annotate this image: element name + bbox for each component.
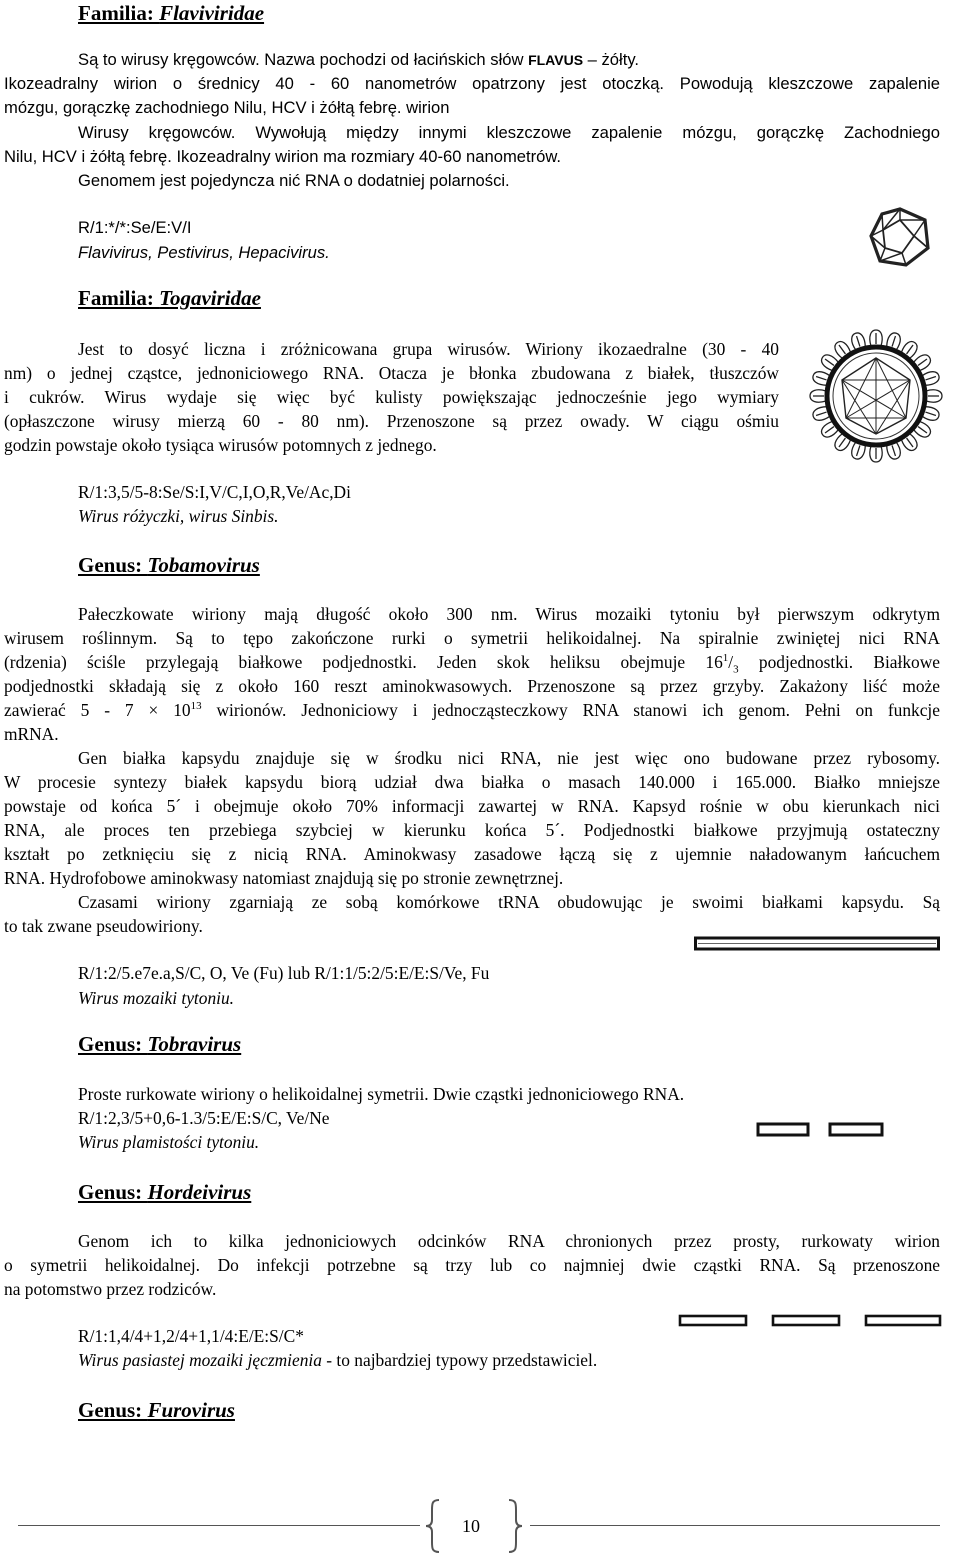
togaviridae-paragraph-line: i cukrów. Wirus wydaje się więc być kulisty powiększając jednocześnie jego wymiary — [4, 387, 779, 407]
tobamovirus-paragraph-line: RNA, ale proces ten przebiega szybciej w kierunku końca 5´. Podjednostki białkowe przyjmują ostateczny — [4, 820, 940, 840]
togaviridae-paragraph-line: Jest to dosyć liczna i zróżnicowana grupa wirusów. Wiriony ikozaedralne (30 - 40 — [78, 339, 779, 359]
togaviridae-paragraph-line: (opłaszczone wirusy mierzą 60 - 80 nm). Przenoszone są przez owady. W ciągu ośmiu — [4, 411, 779, 431]
tobamovirus-code: R/1:2/5.e7e.a,S/C, O, Ve (Fu) lub R/1:1/5:2/5:E/E:S/Ve, Fu — [78, 963, 490, 983]
hordeivirus-paragraph-line: Genom ich to kilka jednoniciowych odcinków RNA chronionych przez prosty, rurkowaty wirion — [78, 1231, 940, 1251]
three-rod-virions-figure — [678, 1312, 944, 1330]
tobamovirus-paragraph-line: powstaje od końca 5´ i obejmuje około 70% informacji zawartej w RNA. Kapsyd rośnie w obu kierunkach nici — [4, 796, 940, 816]
hordeivirus-examples: Wirus pasiastej mozaiki jęczmienia - to najbardziej typowy przedstawiciel. — [78, 1350, 598, 1370]
tobamovirus-paragraph-line: podjednostki składają się z około 160 reszt aminokwasowych. Przenoszone są przez grzyby. Zakażony liść może — [4, 676, 940, 696]
tobravirus-code: R/1:2,3/5+0,6-1.3/5:E/E:S/C, Ve/Ne — [78, 1108, 330, 1128]
flaviviridae-paragraph-line: Są to wirusy kręgowców. Nazwa pochodzi od łacińskich słów FLAVUS – żółty. — [78, 50, 639, 69]
tobamovirus-paragraph-line: W procesie syntezy białek kapsydu biorą udział dwa białka o masach 140.000 i 165.000. Białko mniejsze — [4, 772, 940, 792]
enveloped-virion-figure — [808, 328, 944, 464]
tobamovirus-paragraph-line: mRNA. — [4, 724, 59, 744]
icosahedral-virion-figure — [868, 206, 932, 268]
tobamovirus-paragraph-line: kształt po zetknięciu się z nicią RNA. Aminokwasy zasadowe łączą się z ujemnie naładowanym łańcuchem — [4, 844, 940, 864]
footer-left-brace — [424, 1498, 442, 1554]
rod-virion-figure — [694, 936, 940, 952]
togaviridae-code: R/1:3,5/5-8:Se/S:I,V/C,I,O,R,Ve/Ac,Di — [78, 482, 351, 502]
tobamovirus-paragraph-line: Pałeczkowate wiriony mają długość około 300 nm. Wirus mozaiki tytoniu był pierwszym odkrytym — [78, 604, 940, 624]
tobamovirus-examples: Wirus mozaiki tytoniu. — [78, 988, 235, 1008]
hordeivirus-paragraph-line: na potomstwo przez rodziców. — [4, 1279, 217, 1299]
flaviviridae-paragraph-line: Genomem jest pojedyncza nić RNA o dodatniej polarności. — [78, 171, 510, 190]
heading-togaviridae: Familia: Togaviridae — [78, 286, 261, 310]
flaviviridae-paragraph-line: Nilu, HCV i żółtą febrę. Ikozeadralny wirion ma rozmiary 40-60 nanometrów. — [4, 147, 562, 166]
tobravirus-examples: Wirus plamistości tytoniu. — [78, 1132, 260, 1152]
footer-rule-left — [18, 1525, 420, 1526]
tobamovirus-paragraph-line: (rdzenia) ściśle przylegają białkowe podjednostki. Jeden skok heliksu obejmuje $16^1/_3$ podjednostki. Białkowe — [4, 652, 940, 676]
heading-furovirus: Genus: Furovirus — [78, 1398, 235, 1422]
footer-right-brace — [506, 1498, 524, 1554]
tobravirus-paragraph-line: Proste rurkowate wiriony o helikoidalnej symetrii. Dwie cząstki jednoniciowego RNA. — [78, 1084, 685, 1104]
tobamovirus-paragraph-line: Czasami wiriony zgarniają ze sobą komórkowe tRNA obudowując je swoimi białkami kapsydu. Są — [78, 892, 940, 912]
heading-tobravirus: Genus: Tobravirus — [78, 1032, 242, 1056]
footer-rule-right — [530, 1525, 940, 1526]
flaviviridae-code: R/1:*/*:Se/E:V/I — [78, 218, 192, 237]
heading-tobamovirus: Genus: Tobamovirus — [78, 553, 260, 577]
two-rod-virions-figure — [756, 1120, 886, 1140]
tobamovirus-paragraph-line: wirusem roślinnym. Są to tępo zakończone rurki o symetrii helikoidalnej. Na spiralnie zwiniętej nici RNA — [4, 628, 940, 648]
heading-hordeivirus: Genus: Hordeivirus — [78, 1180, 252, 1204]
hordeivirus-paragraph-line: o symetrii helikoidalnej. Do infekcji potrzebne są trzy lub co najmniej dwie cząstki RNA. Są przenoszone — [4, 1255, 940, 1275]
hordeivirus-code: R/1:1,4/4+1,2/4+1,1/4:E/E:S/C* — [78, 1326, 304, 1346]
togaviridae-paragraph-line: godzin powstaje około tysiąca wirusów potomnych z jednego. — [4, 435, 437, 455]
page-number: 10 — [462, 1516, 480, 1536]
tobamovirus-paragraph-line: RNA. Hydrofobowe aminokwasy natomiast znajdują się po stronie zewnętrznej. — [4, 868, 564, 888]
togaviridae-examples: Wirus różyczki, wirus Sinbis. — [78, 506, 279, 526]
flaviviridae-paragraph-line: Ikozeadralny wirion o średnicy 40 - 60 nanometrów opatrzony jest otoczką. Powodują kleszczowe zapalenie — [4, 74, 940, 93]
flaviviridae-paragraph-line: mózgu, gorączkę zachodniego Nilu, HCV i żółtą febrę. wirion — [4, 98, 450, 117]
togaviridae-paragraph-line: nm) o jednej cząstce, jednoniciowego RNA. Otacza je błonka zbudowana z białek, tłuszczów — [4, 363, 779, 383]
tobamovirus-paragraph-line: zawierać $5 - 7 \times 10^{13}$ wirionów. Jednoniciowy i jednocząsteczkowy RNA stanowi ich genom. Pełni on funkcje — [4, 700, 940, 720]
tobamovirus-paragraph-line: Gen białka kapsydu znajduje się w środku nici RNA, nie jest więc ono budowane przez rybosomy. — [78, 748, 940, 768]
tobamovirus-paragraph-line: to tak zwane pseudowiriony. — [4, 916, 203, 936]
heading-flaviviridae: Familia: Flaviviridae — [78, 1, 265, 25]
flaviviridae-examples: Flavivirus, Pestivirus, Hepacivirus. — [78, 243, 330, 262]
flaviviridae-paragraph-line: Wirusy kręgowców. Wywołują między innymi kleszczowe zapalenie mózgu, gorączkę Zachodniego — [78, 123, 940, 142]
